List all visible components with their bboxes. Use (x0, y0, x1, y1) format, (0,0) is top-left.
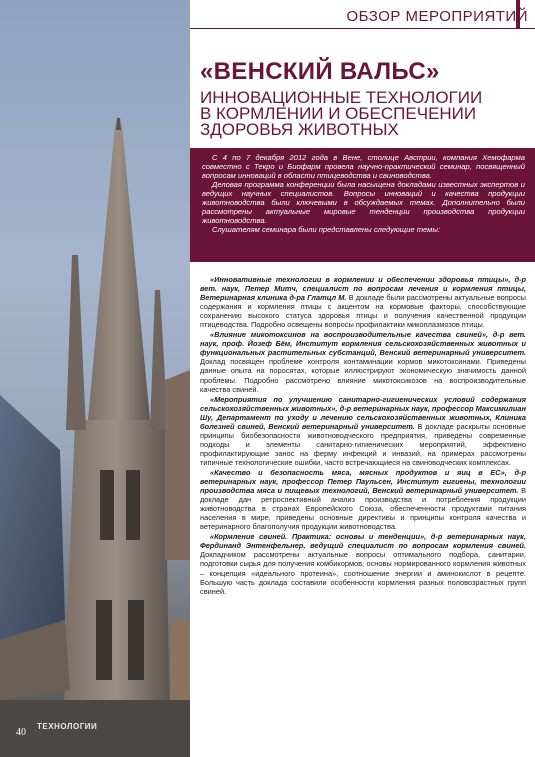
talk-paragraph (200, 532, 526, 595)
talk-title: «Влияние микотоксинов на воспроизводительные качества свиней», д-р вет. наук, проф. Йозеф Бём, Институт кормления сельскохозяйственных животных и функциональных растительных субстанций, Венский ветеринарный университет. (200, 330, 526, 358)
cathedral-illustration (0, 0, 190, 757)
talk-title: «Кормление свиней. Практика: основы и тенденции», д-р ветеринарных наук, Фердинанд Энтенфельнер, ведущий специалист по вопросам кормления свиней. (200, 532, 526, 551)
talk-title: «Качество и безопасность мяса, мясных продуктов и яиц в ЕС», д-р ветеринарных наук, профессор Петер Паульсен, Институт гигиены, технологии производства мяса и пищевых технологий, Венский ветеринарный университет. (200, 467, 526, 496)
intro-paragraph: С 4 по 7 декабря 2012 года в Вене, столице Австрии, компания Хемофарма совместно с Текро и Биофарм провела научно-практический семинар, посвященный вопросам инноваций в области птицеводства и свиноводства. (202, 153, 525, 181)
section-label: ОБЗОР МЕРОПРИЯТИЙ (346, 8, 528, 25)
talk-paragraph (200, 275, 526, 329)
talk-summary: В докладе были рассмотрены актуальные вопросы содержания и кормления птицы с акцентом на кормовые факторы, способствующие сохранению высокого статуса здоровья птицы и получения качественной продукции птицеводства. Подробно освещены вопросы профилактики микоплазмозов птицы. (200, 293, 526, 330)
section-divider (190, 28, 535, 29)
intro-paragraph: Деловая программа конференции была насыщена докладами известных экспертов и ведущих научных специалистов. Вопросы инноваций и качества продукции животноводства были ключевыми в обсуждаемых темах. Дополнительно были рассмотрены актуальные мировые тенденции производства продукции животноводства. (202, 180, 525, 226)
talk-paragraph (200, 330, 526, 393)
talk-paragraph (200, 468, 526, 531)
talk-summary: Доклад посвящен проблеме контроля контаминации кормов микотоксинами. Приведены данные опыта на поросятах, которые иллюстрируют экономическую значимость данной проблемы. Подробно рассмотрено влияние микотоксикозов на воспроизводительные качества свиней. (200, 357, 526, 394)
intro-paragraph: Слушателям семинара были представлены следующие темы: (212, 225, 441, 235)
magazine-logo: ТЕХНОЛОГИИ (37, 722, 98, 731)
subtitle-line: ЗДОРОВЬЯ ЖИВОТНЫХ (200, 120, 399, 139)
talk-title: «Инновативные технологии в кормлении и обеспечении здоровья птицы», д-р вет. наук, Петер Митч, специалист по вопросам лечения и кормления птицы, Ветеринарная клиника д-ра Глатцл М. (200, 275, 526, 303)
talk-summary: В докладе дан ретроспективный анализ производства и потребления продукции животноводства в странах Европейского Союза, обеспеченности продуктами питания населения в мире, приведены основные директивы и принципы контроля качества и ветеринарного благополучия продукции животноводства. (200, 486, 526, 532)
article-subtitle (200, 90, 530, 138)
cathedral-photo (0, 0, 190, 757)
page-number: 40 (16, 727, 26, 738)
talk-title: «Мероприятия по улучшению санитарно-гигиенических условий содержания сельскохозяйственных животных», д-р ветеринарных наук, профессор Максимилиан Шу, Департамент по уходу и лечению сельскохозяйственных животных, Клиника болезней свиней, Венский ветеринарный университет. (200, 394, 526, 431)
article-title: «ВЕНСКИЙ ВАЛЬС» (200, 58, 440, 85)
article-body (200, 275, 526, 597)
talk-summary: В докладе раскрыты основные принципы биобезопасности животноводческого предприятия, приведены современные подходы и элементы санитарно-гигиенических мероприятий, эффективно профилактирующие занос на ферму инфекций и инвазий, на примерах рассмотрены типичные технологические ошибки, часто встречающиеся на свиноводческих комплексах. (200, 421, 526, 467)
talk-paragraph (200, 395, 526, 467)
subtitle-line: ИННОВАЦИОННЫЕ ТЕХНОЛОГИИ (200, 88, 483, 107)
intro-box (190, 148, 535, 262)
talk-summary: Докладчиком рассмотрены актуальные вопросы оптимального подбора, санитарии, подготовки сырья для получения комбикормов; основы нормированного кормления животных – концепция «идеального протеина», соотношение энергии и аминокислот в рецепте. Большую часть доклада составили особенности кормления разных половозрастных групп свиней. (200, 550, 526, 596)
subtitle-line: В КОРМЛЕНИИ И ОБЕСПЕЧЕНИИ (200, 104, 477, 123)
